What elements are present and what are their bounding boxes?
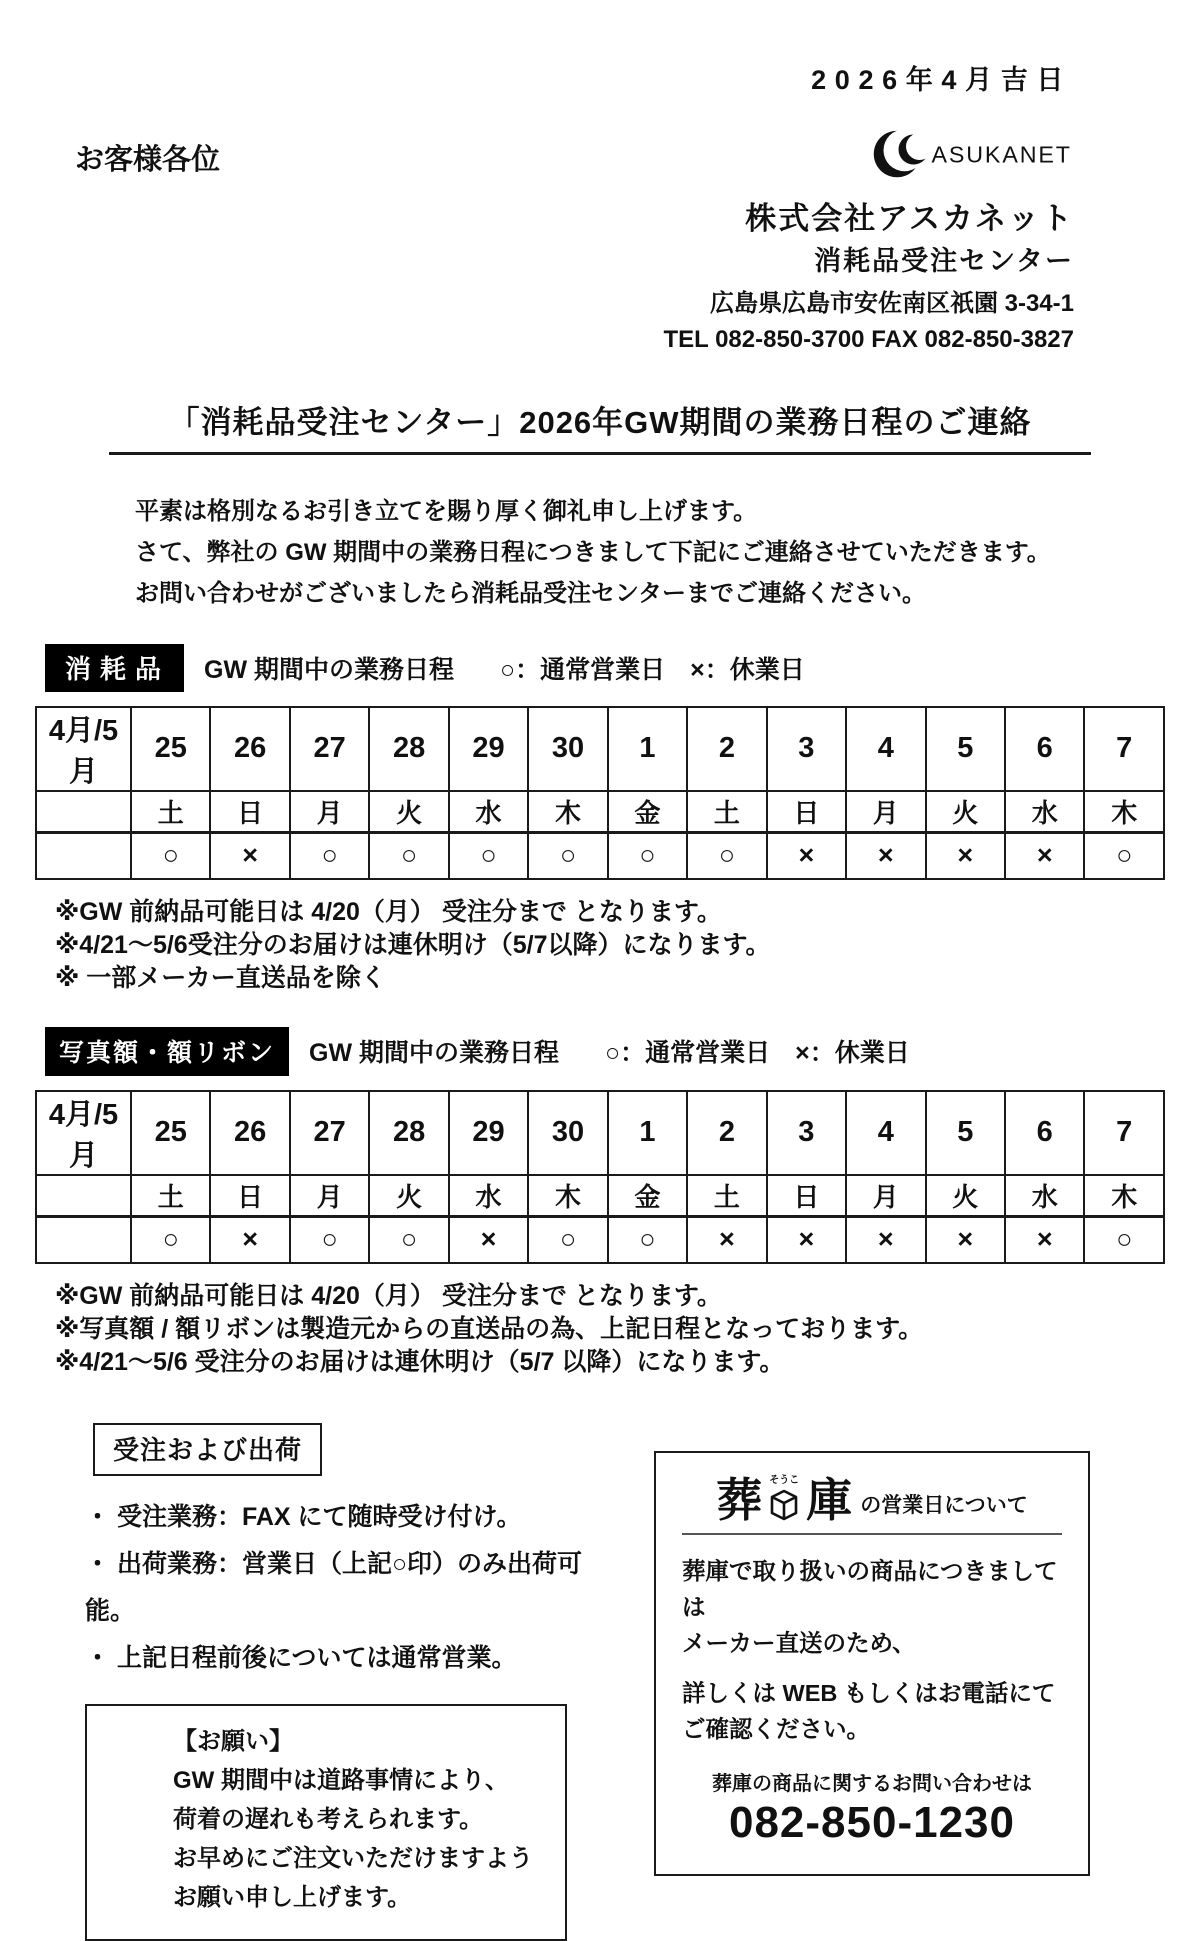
souko-logo bbox=[682, 1473, 1062, 1526]
date-cell: 28 bbox=[369, 1091, 448, 1175]
intro-line: 平素は格別なるお引き立てを賜り厚く御礼申し上げます。 bbox=[135, 497, 758, 525]
weekday-cell: 水 bbox=[1005, 791, 1084, 833]
date-cell: 26 bbox=[210, 1091, 289, 1175]
company-logo bbox=[870, 115, 1080, 198]
status-cell: ○ bbox=[131, 1217, 210, 1263]
date-cell: 27 bbox=[290, 1091, 369, 1175]
weekday-cell: 月 bbox=[290, 791, 369, 833]
status-cell: ○ bbox=[369, 1217, 448, 1263]
company-name: 株式会社アスカネット bbox=[745, 201, 1074, 236]
request-line: お願い申し上げます。 bbox=[173, 1883, 412, 1911]
request-line: 荷着の遅れも考えられます。 bbox=[173, 1805, 484, 1833]
date-cell: 25 bbox=[131, 707, 210, 791]
date-cell: 3 bbox=[767, 1091, 846, 1175]
request-title: 【お願い】 bbox=[173, 1727, 293, 1755]
status-cell: × bbox=[846, 1217, 925, 1263]
souko-paragraph-1 bbox=[682, 1553, 1062, 1661]
date-cell: 2 bbox=[687, 1091, 766, 1175]
note-line: ※4/21〜5/6受注分のお届けは連休明け（5/7以降）になります。 bbox=[55, 930, 771, 959]
souko-paragraph-2 bbox=[682, 1675, 1062, 1747]
status-cell: × bbox=[1005, 1217, 1084, 1263]
souko-body-line: 葬庫で取り扱いの商品につきましては bbox=[682, 1557, 1058, 1620]
asukanet-logo-icon bbox=[870, 115, 1080, 193]
date-cell: 27 bbox=[290, 707, 369, 791]
orders-bullet: ・ 出荷業務：営業日（上記○印）のみ出荷可能。 bbox=[85, 1549, 583, 1625]
section-consumables-header bbox=[45, 644, 1200, 692]
weekday-cell: 月 bbox=[846, 791, 925, 833]
weekdays-row bbox=[36, 791, 1164, 833]
status-cell: ○ bbox=[608, 833, 687, 879]
weekday-cell: 火 bbox=[926, 1175, 1005, 1217]
date-cell: 1 bbox=[608, 1091, 687, 1175]
status-cell: ○ bbox=[449, 833, 528, 879]
date-cell: 25 bbox=[131, 1091, 210, 1175]
date-cell: 30 bbox=[528, 1091, 607, 1175]
note-line: ※ 一部メーカー直送品を除く bbox=[55, 963, 386, 992]
intro-line: お問い合わせがございましたら消耗品受注センターまでご連絡ください。 bbox=[135, 579, 927, 607]
weekday-cell: 水 bbox=[1005, 1175, 1084, 1217]
souko-column bbox=[654, 1451, 1090, 1876]
salutation: お客様各位 bbox=[75, 144, 221, 176]
date-cell: 4 bbox=[846, 1091, 925, 1175]
dates-row bbox=[36, 707, 1164, 791]
schedule-caption: GW 期間中の業務日程 bbox=[204, 655, 455, 684]
status-cell: × bbox=[846, 833, 925, 879]
status-cell: ○ bbox=[687, 833, 766, 879]
schedule-caption-wrap bbox=[309, 1033, 910, 1069]
souko-furigana: そうこ bbox=[769, 1474, 800, 1486]
date-cell: 1 bbox=[608, 707, 687, 791]
weekday-cell: 水 bbox=[449, 791, 528, 833]
status-cell: ○ bbox=[1084, 833, 1164, 879]
souko-body-line: 詳しくは WEB もしくはお電話にて bbox=[682, 1679, 1056, 1706]
document-page bbox=[0, 58, 1200, 1911]
weekday-cell: 火 bbox=[369, 1175, 448, 1217]
status-cell: × bbox=[926, 833, 1005, 879]
status-row bbox=[36, 1217, 1164, 1263]
weekday-cell: 金 bbox=[608, 791, 687, 833]
date-cell: 5 bbox=[926, 707, 1005, 791]
note-bold-date: 4/20（月） bbox=[311, 1281, 435, 1310]
status-cell: ○ bbox=[290, 1217, 369, 1263]
weekday-cell: 土 bbox=[131, 1175, 210, 1217]
empty-corner-cell bbox=[36, 791, 131, 833]
date-cell: 3 bbox=[767, 707, 846, 791]
weekday-cell: 木 bbox=[1084, 791, 1164, 833]
weekday-cell: 土 bbox=[131, 791, 210, 833]
orders-bullet: ・ 上記日程前後については通常営業。 bbox=[85, 1643, 517, 1672]
orders-bullet-list bbox=[85, 1494, 585, 1682]
souko-body-line: ご確認ください。 bbox=[682, 1715, 870, 1742]
weekday-cell: 土 bbox=[687, 791, 766, 833]
date-cell: 26 bbox=[210, 707, 289, 791]
intro-line: さて、弊社の GW 期間中の業務日程につきまして下記にご連絡させていただきます。 bbox=[135, 538, 1051, 566]
note-line: ※GW 前納品可能日は 4/20（月） 受注分まで となります。 bbox=[55, 1281, 722, 1310]
bottom-section bbox=[0, 1423, 1200, 1941]
document-date: 2026年4月吉日 bbox=[811, 65, 1072, 95]
company-block bbox=[0, 200, 1200, 355]
dates-row bbox=[36, 1091, 1164, 1175]
weekday-cell: 水 bbox=[449, 1175, 528, 1217]
empty-corner-cell bbox=[36, 1175, 131, 1217]
schedule-legend: ○：通常営業日 ×：休業日 bbox=[500, 655, 805, 684]
status-cell: × bbox=[926, 1217, 1005, 1263]
date-cell: 30 bbox=[528, 707, 607, 791]
note-bold-date: 4/20（月） bbox=[311, 897, 435, 926]
request-box bbox=[85, 1704, 567, 1941]
schedule-legend: ○：通常営業日 ×：休業日 bbox=[605, 1039, 910, 1067]
consumables-notes bbox=[55, 896, 1200, 995]
status-cell: ○ bbox=[528, 833, 607, 879]
date-cell: 29 bbox=[449, 707, 528, 791]
logo-wordmark: ASUKANET bbox=[931, 141, 1072, 168]
weekday-cell: 土 bbox=[687, 1175, 766, 1217]
schedule-caption-wrap bbox=[204, 650, 805, 686]
souko-info-box bbox=[654, 1451, 1090, 1876]
weekday-cell: 火 bbox=[369, 791, 448, 833]
status-cell: × bbox=[210, 1217, 289, 1263]
note-line: ※4/21〜5/6 受注分のお届けは連休明け（5/7 以降）になります。 bbox=[55, 1347, 785, 1376]
request-lines bbox=[173, 1761, 555, 1917]
souko-divider bbox=[682, 1533, 1062, 1535]
weekdays-row bbox=[36, 1175, 1164, 1217]
date-cell: 2 bbox=[687, 707, 766, 791]
souko-logo-suffix: の営業日について bbox=[860, 1493, 1028, 1517]
intro-paragraph bbox=[135, 491, 1200, 614]
date-cell: 4 bbox=[846, 707, 925, 791]
date-cell: 7 bbox=[1084, 707, 1164, 791]
orders-shipping-title: 受注および出荷 bbox=[93, 1423, 322, 1476]
date-cell: 6 bbox=[1005, 707, 1084, 791]
date-cell: 6 bbox=[1005, 1091, 1084, 1175]
weekday-cell: 日 bbox=[767, 1175, 846, 1217]
date-cell: 28 bbox=[369, 707, 448, 791]
section-frames-header bbox=[45, 1027, 1200, 1076]
request-line: お早めにご注文いただけますよう bbox=[173, 1844, 533, 1872]
weekday-cell: 金 bbox=[608, 1175, 687, 1217]
weekday-cell: 木 bbox=[528, 1175, 607, 1217]
weekday-cell: 月 bbox=[846, 1175, 925, 1217]
weekday-cell: 木 bbox=[528, 791, 607, 833]
status-cell: ○ bbox=[290, 833, 369, 879]
document-title: 「消耗品受注センター」2026年GW期間の業務日程のご連絡 bbox=[109, 397, 1091, 455]
status-cell: × bbox=[449, 1217, 528, 1263]
weekday-cell: 木 bbox=[1084, 1175, 1164, 1217]
schedule-caption: GW 期間中の業務日程 bbox=[309, 1039, 560, 1067]
status-cell: × bbox=[210, 833, 289, 879]
month-corner-cell: 4月/5月 bbox=[36, 1091, 131, 1175]
empty-corner-cell bbox=[36, 833, 131, 879]
consumables-badge: 消耗品 bbox=[45, 644, 184, 692]
date-cell: 29 bbox=[449, 1091, 528, 1175]
souko-body-line: メーカー直送のため、 bbox=[682, 1629, 916, 1656]
orders-bullet: ・ 受注業務：FAX にて随時受け付け。 bbox=[85, 1502, 522, 1531]
request-line: GW 期間中は道路事情により、 bbox=[173, 1766, 509, 1794]
weekday-cell: 日 bbox=[210, 1175, 289, 1217]
status-row bbox=[36, 833, 1164, 879]
weekday-cell: 日 bbox=[767, 791, 846, 833]
weekday-cell: 月 bbox=[290, 1175, 369, 1217]
consumables-schedule-table bbox=[35, 706, 1165, 880]
status-cell: ○ bbox=[131, 833, 210, 879]
company-address: 広島県広島市安佐南区祇園 3-34-1 bbox=[709, 289, 1074, 317]
status-cell: ○ bbox=[528, 1217, 607, 1263]
box-icon bbox=[764, 1474, 804, 1523]
month-corner-cell: 4月/5月 bbox=[36, 707, 131, 791]
frames-notes bbox=[55, 1280, 1200, 1379]
weekday-cell: 日 bbox=[210, 791, 289, 833]
status-cell: × bbox=[1005, 833, 1084, 879]
status-cell: ○ bbox=[369, 833, 448, 879]
weekday-cell: 火 bbox=[926, 791, 1005, 833]
date-cell: 5 bbox=[926, 1091, 1005, 1175]
frames-badge: 写真額・額リボン bbox=[45, 1027, 289, 1076]
note-line: ※GW 前納品可能日は 4/20（月） 受注分まで となります。 bbox=[55, 897, 722, 926]
date-cell: 7 bbox=[1084, 1091, 1164, 1175]
status-cell: × bbox=[767, 1217, 846, 1263]
status-cell: ○ bbox=[1084, 1217, 1164, 1263]
souko-kanji-right: 庫 bbox=[806, 1473, 853, 1526]
company-department: 消耗品受注センター bbox=[814, 245, 1074, 276]
header-row bbox=[0, 115, 1200, 198]
company-tel-fax: TEL 082-850-3700 FAX 082-850-3827 bbox=[663, 325, 1074, 353]
note-line: ※写真額 / 額リボンは製造元からの直送品の為、上記日程となっております。 bbox=[55, 1314, 924, 1343]
status-cell: × bbox=[687, 1217, 766, 1263]
empty-corner-cell bbox=[36, 1217, 131, 1263]
souko-kanji-left: 葬 bbox=[716, 1473, 763, 1526]
orders-column bbox=[85, 1423, 585, 1941]
frames-schedule-table bbox=[35, 1090, 1165, 1264]
status-cell: ○ bbox=[608, 1217, 687, 1263]
souko-contact-label: 葬庫の商品に関するお問い合わせは bbox=[712, 1772, 1032, 1795]
souko-phone-number: 082-850-1230 bbox=[728, 1797, 1015, 1847]
status-cell: × bbox=[767, 833, 846, 879]
